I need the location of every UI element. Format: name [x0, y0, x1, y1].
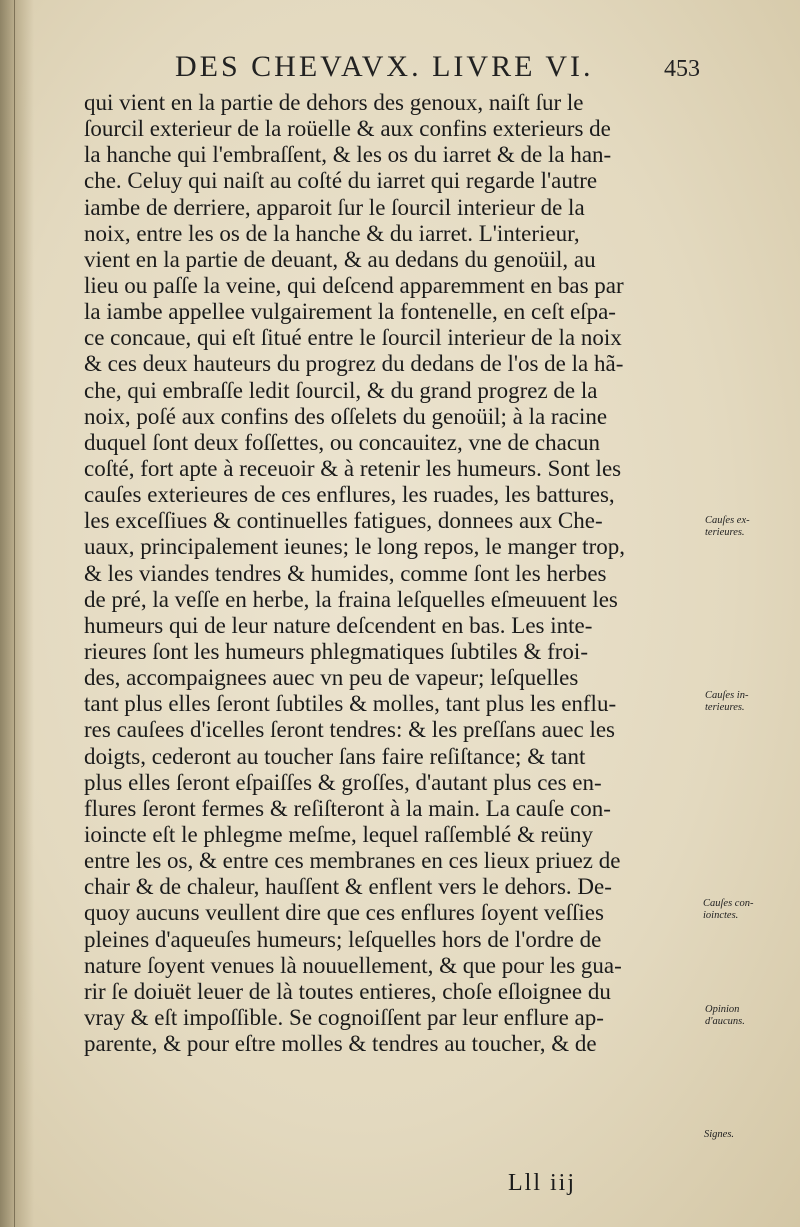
margin-note-opinion	[705, 1004, 745, 1028]
text-line: la iambe appellee vulgairement la fontenelle, en ceſt eſpa-	[84, 299, 616, 325]
margin-note-line: Signes.	[704, 1129, 735, 1140]
margin-note-causes-interieures	[705, 690, 748, 714]
text-line: che. Celuy qui naiſt au coſté du iarret qui regarde l'autre	[84, 168, 598, 194]
text-line: vient en la partie de deuant, & au dedans du genoüil, au	[84, 246, 596, 272]
margin-note-line: Cauſes con-	[703, 898, 754, 909]
text-line: ce concaue, qui eſt ſitué entre le ſourcil interieur de la noix	[84, 325, 622, 351]
margin-note-line: Opinion	[705, 1004, 740, 1015]
gutter-line	[14, 0, 15, 1227]
running-title: DES CHEVAVX. LIVRE VI.	[175, 50, 594, 83]
text-line: rir ſe doiuët leuer de là toutes entieres, choſe eſloignee du	[84, 978, 611, 1004]
text-line: ſourcil exterieur de la roüelle & aux confins exterieurs de	[84, 116, 611, 142]
text-line: doigts, cederont au toucher ſans faire reſiſtance; & tant	[84, 743, 586, 769]
margin-note-line: terieures.	[705, 527, 745, 538]
text-line: rieures ſont les humeurs phlegmatiques ſubtiles & froi-	[84, 638, 588, 664]
text-line: parente, & pour eſtre molles & tendres au toucher, & de	[84, 1031, 597, 1057]
text-line: entre les os, & entre ces membranes en ces lieux priuez de	[84, 848, 621, 874]
text-line: duquel ſont deux foſſettes, ou concauitez, vne de chacun	[84, 429, 601, 455]
text-line: la hanche qui l'embraſſent, & les os du iarret & de la han-	[84, 142, 612, 168]
margin-note-line: terieures.	[705, 702, 745, 713]
text-line: nature ſoyent venues là nouuellement, & que pour les gua-	[84, 952, 622, 978]
text-line: & ces deux hauteurs du progrez du dedans de l'os de la hã-	[84, 351, 624, 377]
text-line: res cauſees d'icelles ſeront tendres: & les preſſans auec les	[84, 717, 616, 743]
text-line: qui vient en la partie de dehors des genoux, naiſt ſur le	[84, 90, 584, 115]
page-number: 453	[664, 56, 700, 82]
body-text	[84, 90, 702, 1057]
text-line: flures ſeront fermes & reſiſteront à la main. La cauſe con-	[84, 795, 611, 821]
text-line: che, qui embraſſe ledit ſourcil, & du grand progrez de la	[84, 377, 598, 403]
margin-note-causes-conioinctes	[703, 898, 753, 922]
text-line: ioincte eſt le phlegme meſme, lequel raſſemblé & reüny	[84, 821, 594, 847]
text-line: noix, entre les os de la hanche & du iarret. L'interieur,	[84, 220, 580, 246]
margin-note-line: Cauſes ex-	[705, 515, 750, 526]
text-line: pleines d'aqueuſes humeurs; leſquelles hors de l'ordre de	[84, 926, 602, 952]
text-line: chair & de chaleur, hauſſent & enflent vers le dehors. De-	[84, 874, 612, 900]
margin-note-line: d'aucuns.	[705, 1016, 745, 1027]
text-line: humeurs qui de leur nature deſcendent en bas. Les inte-	[84, 612, 593, 638]
text-line: quoy aucuns veullent dire que ces enflures ſoyent veſſies	[84, 900, 604, 926]
text-line: tant plus elles ſeront ſubtiles & molles, tant plus les enflu-	[84, 691, 617, 717]
margin-note-line: ioinctes.	[703, 910, 739, 921]
text-line: iambe de derriere, apparoit ſur le ſourcil interieur de la	[84, 194, 585, 220]
margin-note-line: Cauſes in-	[705, 690, 749, 701]
signature-mark: Lll iij	[508, 1170, 576, 1196]
text-line: vray & eſt impoſſible. Se cognoiſſent par leur enflure ap-	[84, 1004, 604, 1030]
margin-note-causes-exterieures	[705, 515, 750, 539]
text-line: noix, poſé aux confins des oſſelets du genoüil; à la racine	[84, 403, 608, 429]
text-line: de pré, la veſſe en herbe, la fraina leſquelles eſmeuuent les	[84, 586, 618, 612]
text-line: des, accompaignees auec vn peu de vapeur; leſquelles	[84, 665, 579, 691]
text-line: plus elles ſeront eſpaiſſes & groſſes, d'autant plus ces en-	[84, 769, 602, 795]
text-line: & les viandes tendres & humides, comme ſont les herbes	[84, 560, 607, 586]
text-line: uaux, principalement ieunes; le long repos, le manger trop,	[84, 534, 625, 560]
text-line: coſté, fort apte à receuoir & à retenir les humeurs. Sont les	[84, 455, 622, 481]
text-line: les exceſſiues & continuelles fatigues, donnees aux Che-	[84, 508, 603, 534]
text-line: cauſes exterieures de ces enflures, les ruades, les battures,	[84, 482, 615, 508]
gutter-shadow	[0, 0, 34, 1227]
text-line: lieu ou paſſe la veine, qui deſcend apparemment en bas par	[84, 272, 624, 298]
margin-note-signes	[704, 1129, 734, 1141]
